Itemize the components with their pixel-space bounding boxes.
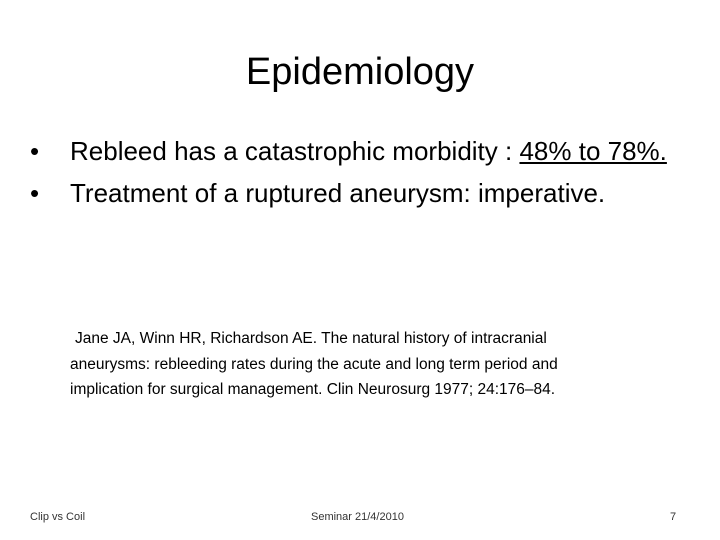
- reference-line-1: Jane JA, Winn HR, Richardson AE. The natural history of intracranial: [75, 330, 547, 347]
- bullet-dot-icon: •: [30, 178, 40, 208]
- bullet-list: [28, 134, 688, 218]
- bullet-text: Treatment of a ruptured aneurysm: imperative.: [70, 178, 606, 208]
- bullet-item-rebleed: [28, 134, 688, 168]
- slide-title: Epidemiology: [245, 51, 475, 93]
- reference-line-3: implication for surgical management. Clin Neurosurg 1977; 24:176–84.: [70, 381, 556, 398]
- page-number: 7: [670, 511, 677, 523]
- bullet-highlight-percentage: 48% to 78%.: [519, 136, 667, 166]
- reference-citation: [70, 326, 670, 403]
- bullet-text: Rebleed has a catastrophic morbidity :: [70, 136, 520, 166]
- footer-center-text: Seminar 21/4/2010: [311, 511, 404, 523]
- bullet-dot-icon: •: [30, 136, 40, 166]
- reference-line-2: aneurysms: rebleeding rates during the acute and long term period and: [70, 355, 558, 373]
- bullet-item-treatment: [28, 176, 688, 210]
- footer-left-text: Clip vs Coil: [30, 511, 86, 523]
